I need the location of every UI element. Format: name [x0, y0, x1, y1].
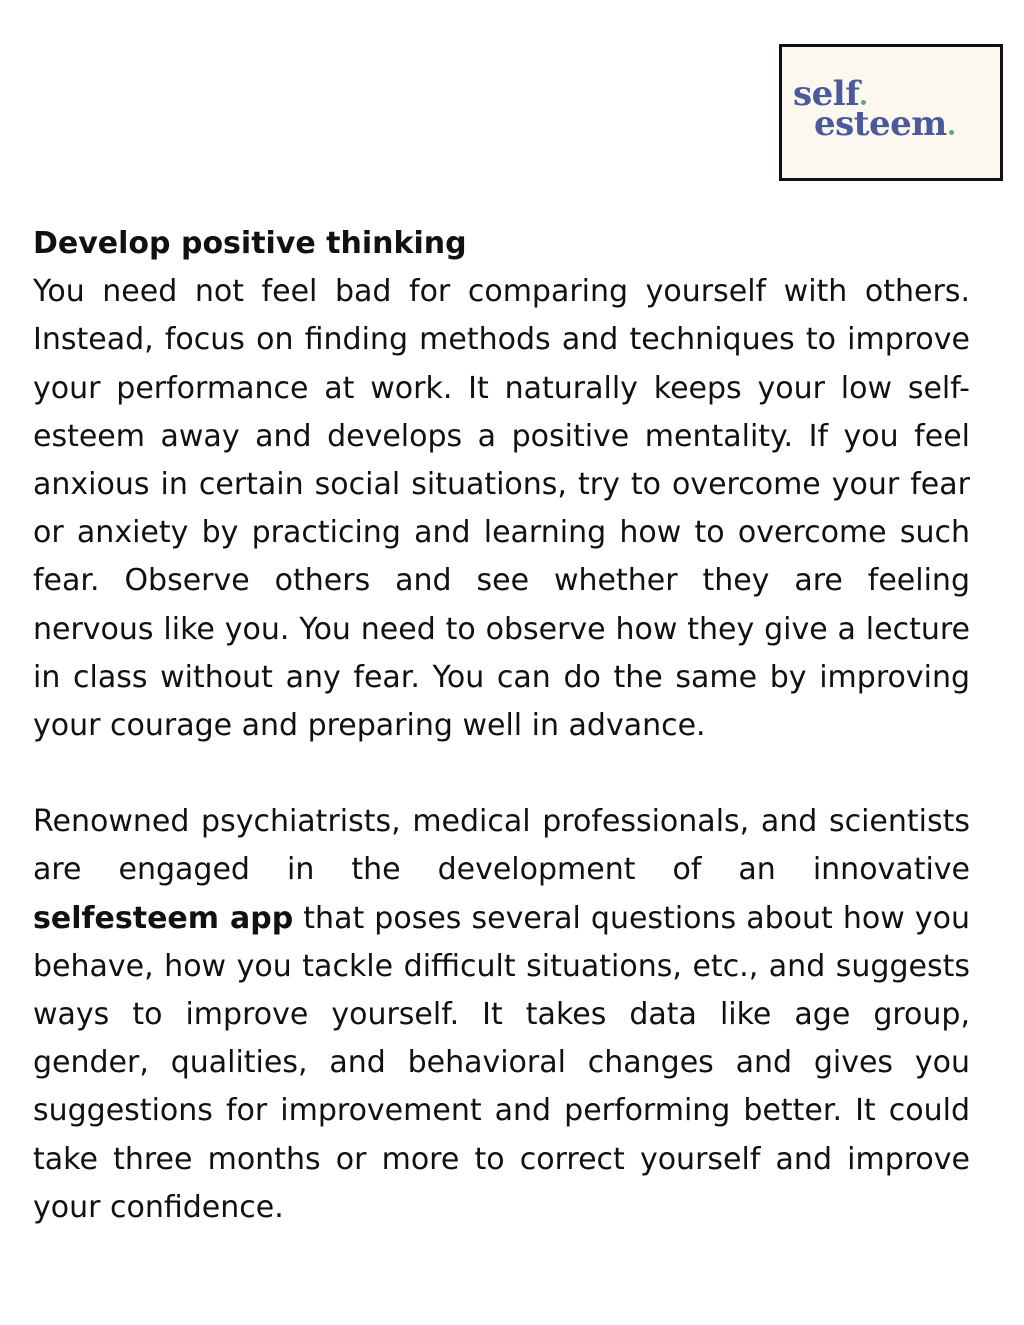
app-name-highlight: selfesteem app [33, 900, 294, 936]
paragraph-selfesteem-app [33, 798, 970, 1232]
paragraph-text-end: that poses several questions about how you behave, how you tackle difficult situations, etc., and suggests ways to improve yourself. It takes data like age group, gender, qualities, and behavioral changes and gives you suggestions for improvement and performing better. It could take three months or more to correct yourself and improve your confidence. [33, 900, 970, 1225]
logo-word-esteem: esteem [814, 104, 947, 144]
section-heading: Develop positive thinking [33, 226, 467, 261]
logo [779, 44, 1003, 181]
article-body [33, 220, 970, 1232]
paragraph-text-start: Renowned psychiatrists, medical professionals, and scientists are engaged in the development of an innovative [33, 804, 970, 888]
logo-dot-icon [949, 130, 954, 135]
logo-line-esteem [814, 104, 954, 144]
paragraph-positive-thinking: You need not feel bad for comparing yourself with others. Instead, focus on finding methods and techniques to improve your performance at work. It naturally keeps your low self-esteem away and develops a positive mentality. If you feel anxious in certain social situations, try to overcome your fear or anxiety by practicing and learning how to overcome such fear. Observe others and see whether they are feeling nervous like you. You need to observe how they give a lecture in class without any fear. You can do the same by improving your courage and preparing well in advance. [33, 274, 970, 744]
logo-word-self: self [793, 74, 860, 114]
